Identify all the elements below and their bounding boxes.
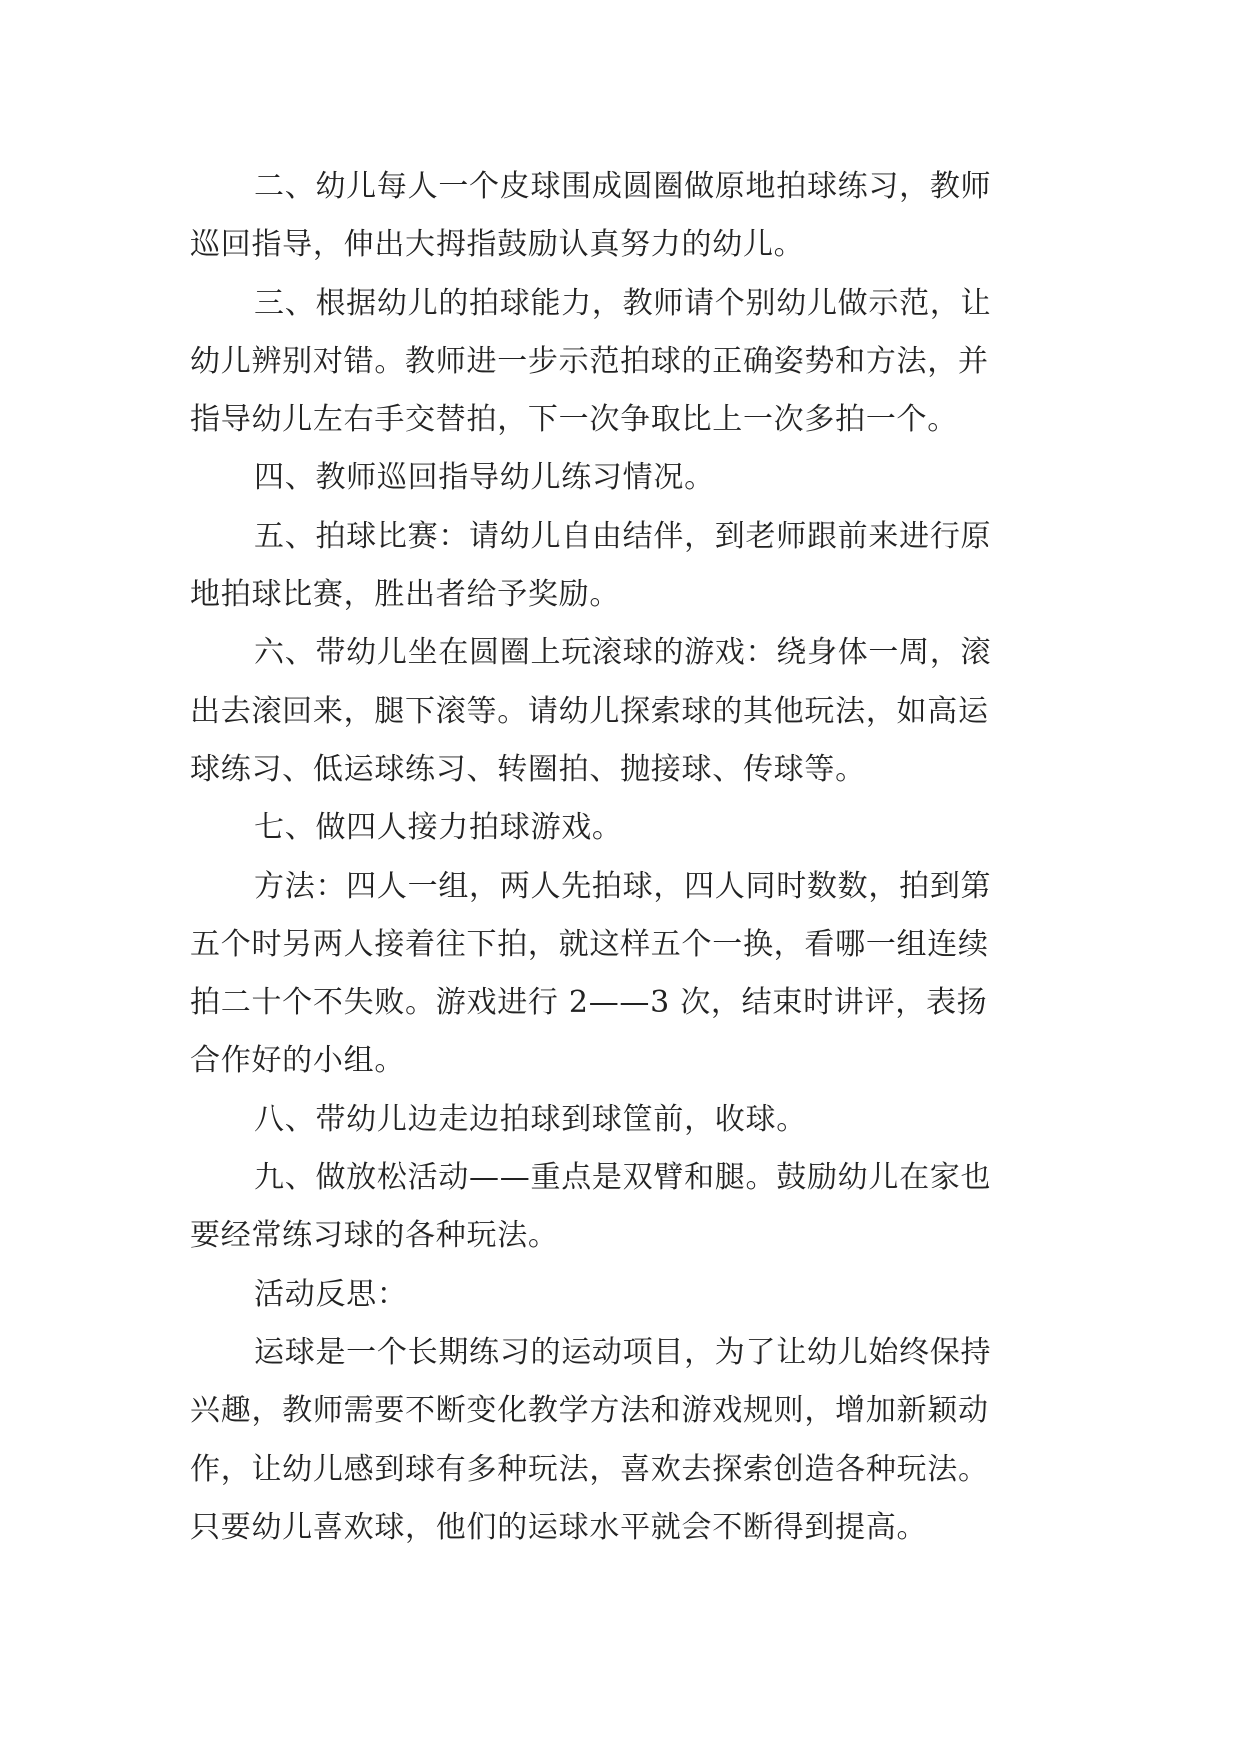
text-line: 二、幼儿每人一个皮球围成圆圈做原地拍球练习，教师 [254,169,992,204]
text-line: 八、带幼儿边走边拍球到球筐前，收球。 [254,1101,807,1137]
text-line: 出去滚回来，腿下滚等。请幼儿探索球的其他玩法，如高运 [190,693,989,729]
paragraph-step-9 [190,1149,1060,1266]
paragraph-step-4 [190,449,1060,507]
paragraph-step-2 [190,158,1060,275]
paragraph-step-7 [190,799,1060,857]
text-line: 地拍球比赛，胜出者给予奖励。 [190,577,621,613]
text-line: 方法：四人一组，两人先拍球，四人同时数数，拍到第 [254,868,992,904]
text-line: 作，让幼儿感到球有多种玩法，喜欢去探索创造各种玩法。 [190,1451,989,1487]
paragraph-step-6 [190,624,1060,799]
text-line: 六、带幼儿坐在圆圈上玩滚球的游戏：绕身体一周，滚 [254,635,992,671]
text-line: 合作好的小组。 [190,1043,406,1079]
text-line: 只要幼儿喜欢球，他们的运球水平就会不断得到提高。 [190,1509,928,1545]
text-line: 五个时另两人接着往下拍，就这样五个一换，看哪一组连续 [190,926,989,962]
paragraph-reflection [190,1324,1060,1557]
text-line: 七、做四人接力拍球游戏。 [254,810,623,846]
paragraph-step-8 [190,1091,1060,1149]
text-line: 要经常练习球的各种玩法。 [190,1218,559,1254]
text-line: 三、根据幼儿的拍球能力，教师请个别幼儿做示范，让 [254,285,992,321]
text-line: 巡回指导，伸出大拇指鼓励认真努力的幼儿。 [190,227,805,263]
paragraph-step-5 [190,508,1060,625]
text-line: 运球是一个长期练习的运动项目，为了让幼儿始终保持 [254,1334,992,1370]
text-line: 活动反思： [254,1276,408,1312]
text-line: 球练习、低运球练习、转圈拍、抛接球、传球等。 [190,751,866,787]
text-line: 兴趣，教师需要不断变化教学方法和游戏规则，增加新颖动 [190,1393,989,1429]
paragraph-step-3 [190,275,1060,450]
paragraph-method [190,858,1060,1091]
section-heading-reflection [190,1266,1060,1324]
document-body [190,158,1060,1557]
text-line: 拍二十个不失败。游戏进行 2——3 次，结束时讲评，表扬 [190,985,988,1021]
text-line: 四、教师巡回指导幼儿练习情况。 [254,460,715,496]
text-line: 指导幼儿左右手交替拍，下一次争取比上一次多拍一个。 [190,402,958,438]
text-line: 幼儿辨别对错。教师进一步示范拍球的正确姿势和方法，并 [190,343,989,379]
text-line: 五、拍球比赛：请幼儿自由结伴，到老师跟前来进行原 [254,518,992,554]
text-line: 九、做放松活动——重点是双臂和腿。鼓励幼儿在家也 [254,1160,992,1196]
